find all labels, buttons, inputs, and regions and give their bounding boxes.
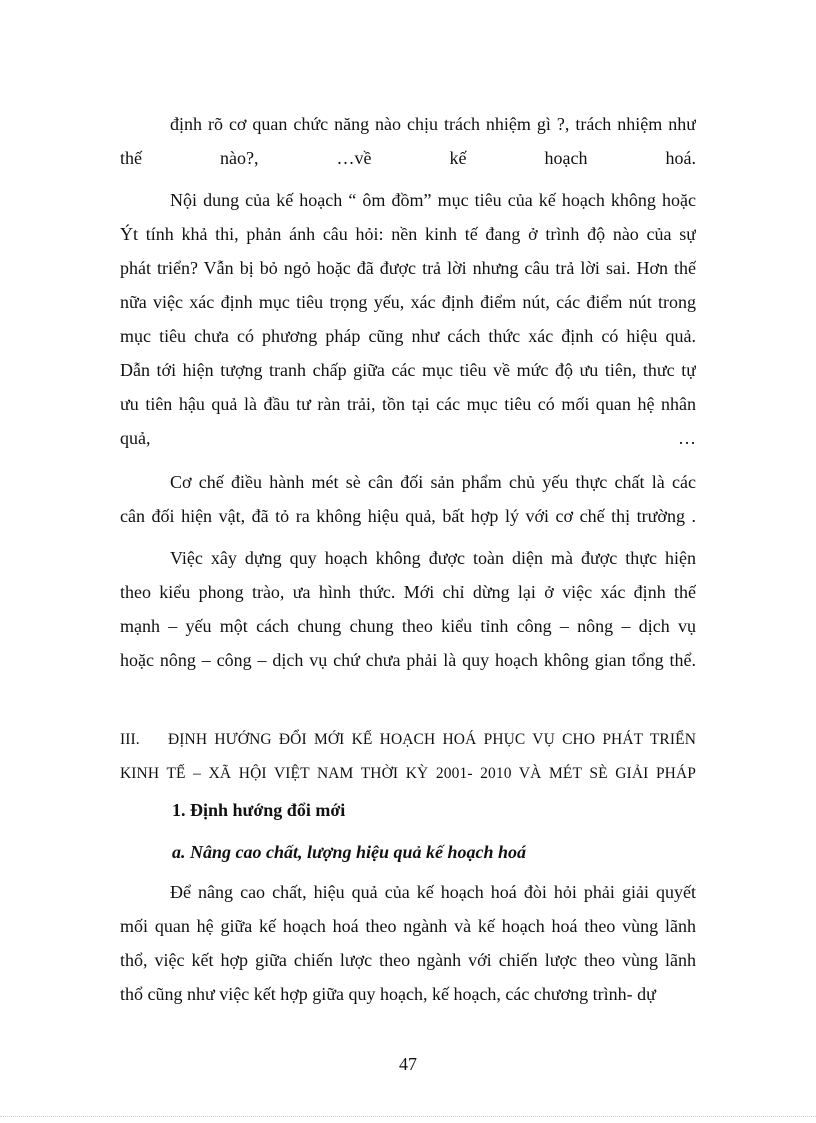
text-line: nữa việc xác định mục tiêu trọng yếu, xác định điểm nút, các điểm nút trong <box>120 292 696 312</box>
subheading-1: 1. Định hướng đổi mới <box>172 800 346 820</box>
text-line: Nội dung của kế hoạch “ ôm đồm” mục tiêu của kế hoạch không hoặc <box>170 190 696 210</box>
text-line: cân đối hiện vật, đã tỏ ra không hiệu quả, bất hợp lý với cơ chế thị trường . <box>120 506 696 526</box>
page-number: 47 <box>399 1054 417 1074</box>
text-line: quả, … <box>120 428 696 448</box>
text-line: mối quan hệ giữa kế hoạch hoá theo ngành và kế hoạch hoá theo vùng lãnh <box>120 916 696 936</box>
text-line: phát triển? Vẫn bị bỏ ngỏ hoặc đã được trả lời nhưng câu trả lời sai. Hơn thế <box>120 258 696 278</box>
footer-rule <box>0 1116 816 1117</box>
text-line: mạnh – yếu một cách chung chung theo kiểu tỉnh công – nông – dịch vụ <box>120 616 696 636</box>
section-heading-line-1: ĐỊNH HƯỚNG ĐỔI MỚI KẾ HOẠCH HOÁ PHỤC VỤ CHO PHÁT TRIỂN <box>168 731 696 748</box>
text-line: ưu tiên hậu quả là đầu tư ràn trải, tồn tại các mục tiêu có mối quan hệ nhân <box>120 394 696 414</box>
text-line: hoặc nông – công – dịch vụ chứ chưa phải là quy hoạch không gian tổng thể. <box>120 650 696 670</box>
section-heading-line-2: KINH TẾ – XÃ HỘI VIỆT NAM THỜI KỲ 2001- 2010 VÀ MÉT SÈ GIẢI PHÁP <box>120 765 696 782</box>
text-line: Việc xây dựng quy hoạch không được toàn diện mà được thực hiện <box>170 548 696 568</box>
text-line: thổ cũng như việc kết hợp giữa quy hoạch, kế hoạch, các chương trình- dự <box>120 984 656 1004</box>
text-line: theo kiểu phong trào, ưa hình thức. Mới chỉ dừng lại ở việc xác định thế <box>120 582 696 602</box>
subheading-a: a. Nâng cao chất, lượng hiệu quả kế hoạch hoá <box>172 842 526 862</box>
text-line: định rõ cơ quan chức năng nào chịu trách nhiệm gì ?, trách nhiệm như <box>170 114 696 134</box>
text-line: Ýt tính khả thi, phản ánh câu hỏi: nền kinh tế đang ở trình độ nào của sự <box>120 224 696 244</box>
text-line: Dẫn tới hiện tượng tranh chấp giữa các mục tiêu về mức độ ưu tiên, thưc tự <box>120 360 696 380</box>
text-line: thổ, việc kết hợp giữa chiến lược theo ngành với chiến lược theo vùng lãnh <box>120 950 696 970</box>
text-line: Để nâng cao chất, hiệu quả của kế hoạch hoá đòi hỏi phải giải quyết <box>170 882 696 902</box>
text-line: thế nào?, …về kế hoạch hoá. <box>120 148 696 168</box>
text-line: Cơ chế điều hành mét sè cân đối sản phẩm chủ yếu thực chất là các <box>170 472 696 492</box>
text-line: mục tiêu chưa có phương pháp cũng như cách thức xác định có hiệu quả. <box>120 326 696 346</box>
section-number: III. <box>120 731 140 748</box>
